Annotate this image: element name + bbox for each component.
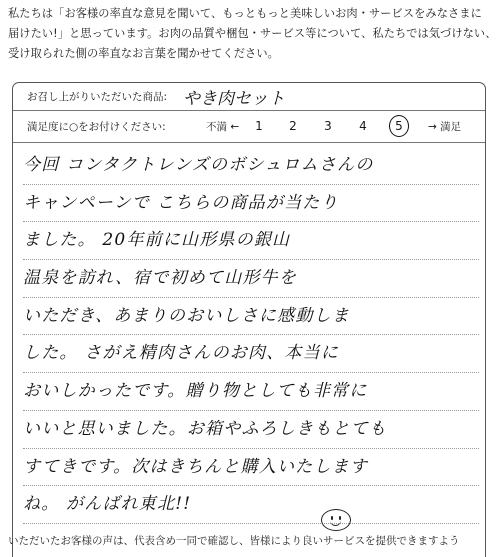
rating-option-4: 4 — [359, 119, 367, 133]
comment-line: ね。 がんばれ東北!! — [23, 486, 479, 524]
rating-low-label: 不満 ← — [206, 121, 240, 133]
intro-text — [8, 4, 497, 64]
footer-note: いただいたお客様の声は、代表含め一同で確認し、皆様により良いサービスを提供できますよう — [8, 535, 460, 547]
feedback-card — [12, 82, 486, 557]
comment-line: いいと思いました。お箱やふろしきもとても — [23, 411, 479, 449]
comment-line: した。 さがえ精肉さんのお肉、本当に — [23, 335, 479, 373]
comment-line: おいしかったです。贈り物としても非常に — [23, 373, 479, 411]
comment-line: ました。 20年前に山形県の銀山 — [23, 222, 479, 260]
intro-line: 受け取られた側の率直なお言葉を聞かせてください。 — [8, 47, 279, 60]
comment-line: キャンペーンで こちらの商品が当たり — [23, 185, 479, 223]
comment-line: 温泉を訪れ、宿で初めて山形牛を — [23, 260, 479, 298]
rating-option-1: 1 — [255, 119, 263, 133]
handwritten-comment — [23, 147, 479, 524]
comment-line: 今回 コンタクトレンズのボシュロムさんの — [23, 147, 479, 185]
rating-high-label: → 満足 — [428, 121, 462, 133]
rating-option-5-selected: 5 — [389, 115, 409, 137]
rating-option-3: 3 — [324, 119, 332, 133]
smiley-face-icon — [321, 509, 351, 531]
rating-label: 満足度に○をお付けください: — [27, 121, 166, 133]
product-row — [13, 83, 485, 111]
product-value: やき肉セット — [183, 89, 285, 109]
rating-row — [13, 110, 485, 143]
intro-line: 私たちは「お客様の率直な意見を聞いて、もっともっと美味しいお肉・サービスをみなさまに — [8, 7, 482, 20]
intro-line: 届けたい!」と思っています。お肉の品質や梱包・サービス等について、私たちでは気づけない、 — [8, 27, 497, 40]
comment-line: すてきです。次はきちんと購入いたします — [23, 449, 479, 487]
product-label: お召し上がりいただいた商品: — [27, 91, 168, 103]
rating-option-2: 2 — [289, 119, 297, 133]
comment-line: いただき、あまりのおいしさに感動しま — [23, 298, 479, 336]
